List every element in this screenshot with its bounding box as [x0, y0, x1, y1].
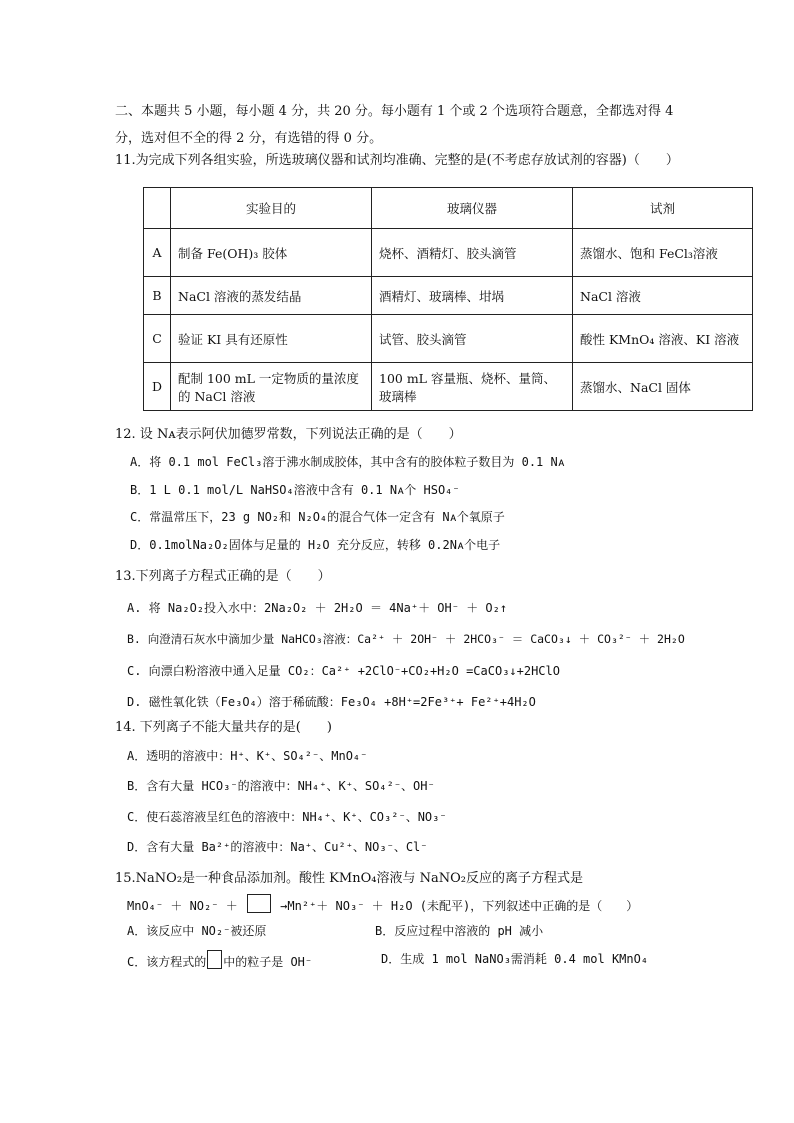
question-13-option-d: D. 磁性氧化铁（Fe₃O₄）溶于稀硫酸：Fe₃O₄ +8H⁺=2Fe³⁺+ Fe²⁺+4H₂O	[127, 695, 536, 709]
blank-box	[247, 894, 271, 913]
question-15-option-b: B．反应过程中溶液的 pH 减小	[375, 924, 544, 938]
question-14-option-a: A．透明的溶液中：H⁺、K⁺、SO₄²⁻、MnO₄⁻	[127, 749, 368, 763]
table-header-purpose: 实验目的	[171, 188, 372, 229]
table-header-reagent: 试剂	[573, 188, 753, 229]
row-key: B	[144, 277, 171, 315]
question-13-stem: 13.下列离子方程式正确的是（ ）	[115, 569, 331, 584]
row-purpose: 验证 KI 具有还原性	[171, 315, 372, 363]
question-13-option-b: B. 向澄清石灰水中滴加少量 NaHCO₃溶液：Ca²⁺ ＋ 2OH⁻ ＋ 2HCO₃⁻ ＝ CaCO₃↓ ＋ CO₃²⁻ ＋ 2H₂O	[127, 632, 685, 646]
question-12-option-d: D．0.1molNa₂O₂固体与足量的 H₂O 充分反应，转移 0.2Nᴀ个电子	[130, 538, 501, 552]
question-15-equation	[127, 894, 638, 915]
row-glassware: 试管、胶头滴管	[372, 315, 573, 363]
row-key: A	[144, 229, 171, 277]
equation-left: MnO₄⁻ ＋ NO₂⁻ ＋	[127, 899, 238, 913]
row-glassware: 100 mL 容量瓶、烧杯、量筒、玻璃棒	[372, 363, 573, 411]
question-12-option-a: A．将 0.1 mol FeCl₃溶于沸水制成胶体，其中含有的胶体粒子数目为 0.1 Nᴀ	[130, 455, 565, 469]
row-key: D	[144, 363, 171, 411]
question-15-stem: 15.NaNO₂是一种食品添加剂。酸性 KMnO₄溶液与 NaNO₂反应的离子方程式是	[115, 871, 583, 886]
row-reagent: 酸性 KMnO₄ 溶液、KI 溶液	[573, 315, 753, 363]
equation-right: →Mn²⁺＋ NO₃⁻ ＋ H₂O (未配平)，下列叙述中正确的是（ ）	[280, 899, 639, 913]
question-14-option-c: C．使石蕊溶液呈红色的溶液中：NH₄⁺、K⁺、CO₃²⁻、NO₃⁻	[127, 810, 447, 824]
section-instructions-line2: 分，选对但不全的得 2 分，有选错的得 0 分。	[115, 131, 383, 146]
question-12-option-b: B．1 L 0.1 mol/L NaHSO₄溶液中含有 0.1 Nᴀ个 HSO₄⁻	[130, 483, 460, 497]
table-row	[144, 315, 753, 363]
row-reagent: NaCl 溶液	[573, 277, 753, 315]
row-key: C	[144, 315, 171, 363]
row-reagent: 蒸馏水、NaCl 固体	[573, 363, 753, 411]
question-13-option-c: C. 向漂白粉溶液中通入足量 CO₂：Ca²⁺ +2ClO⁻+CO₂+H₂O =CaCO₃↓+2HClO	[127, 664, 560, 678]
blank-box	[207, 950, 222, 969]
question-15-option-d: D．生成 1 mol NaNO₃需消耗 0.4 mol KMnO₄	[381, 952, 649, 966]
table-header-row	[144, 188, 753, 229]
experiment-table	[143, 187, 753, 411]
row-glassware: 酒精灯、玻璃棒、坩埚	[372, 277, 573, 315]
row-reagent: 蒸馏水、饱和 FeCl₃溶液	[573, 229, 753, 277]
table-row	[144, 229, 753, 277]
question-15-option-a: A．该反应中 NO₂⁻被还原	[127, 924, 267, 938]
row-glassware: 烧杯、酒精灯、胶头滴管	[372, 229, 573, 277]
table-row	[144, 277, 753, 315]
row-purpose: NaCl 溶液的蒸发结晶	[171, 277, 372, 315]
question-15-option-c	[127, 950, 312, 971]
section-instructions-line1: 二、本题共 5 小题，每小题 4 分，共 20 分。每小题有 1 个或 2 个选项符合题意，全都选对得 4	[115, 104, 674, 119]
question-14-stem: 14. 下列离子不能大量共存的是( )	[115, 720, 332, 735]
question-12-stem: 12. 设 Nᴀ表示阿伏加德罗常数，下列说法正确的是（ ）	[115, 427, 462, 442]
table-row	[144, 363, 753, 411]
row-purpose: 制备 Fe(OH)₃ 胶体	[171, 229, 372, 277]
table-header-key	[144, 188, 171, 229]
question-11-stem: 11.为完成下列各组实验，所选玻璃仪器和试剂均准确、完整的是(不考虑存放试剂的容器)（ ）	[115, 153, 679, 168]
question-12-option-c: C．常温常压下，23 g NO₂和 N₂O₄的混合气体一定含有 Nᴀ个氧原子	[130, 510, 505, 524]
option-c-suffix: 中的粒子是 OH⁻	[223, 955, 313, 969]
row-purpose: 配制 100 mL 一定物质的量浓度的 NaCl 溶液	[171, 363, 372, 411]
option-c-prefix: C．该方程式的	[127, 955, 207, 969]
question-13-option-a: A. 将 Na₂O₂投入水中：2Na₂O₂ ＋ 2H₂O ＝ 4Na⁺＋ OH⁻ ＋ O₂↑	[127, 601, 508, 615]
question-14-option-d: D．含有大量 Ba²⁺的溶液中：Na⁺、Cu²⁺、NO₃⁻、Cl⁻	[127, 840, 428, 854]
table-header-glassware: 玻璃仪器	[372, 188, 573, 229]
question-14-option-b: B．含有大量 HCO₃⁻的溶液中：NH₄⁺、K⁺、SO₄²⁻、OH⁻	[127, 779, 435, 793]
